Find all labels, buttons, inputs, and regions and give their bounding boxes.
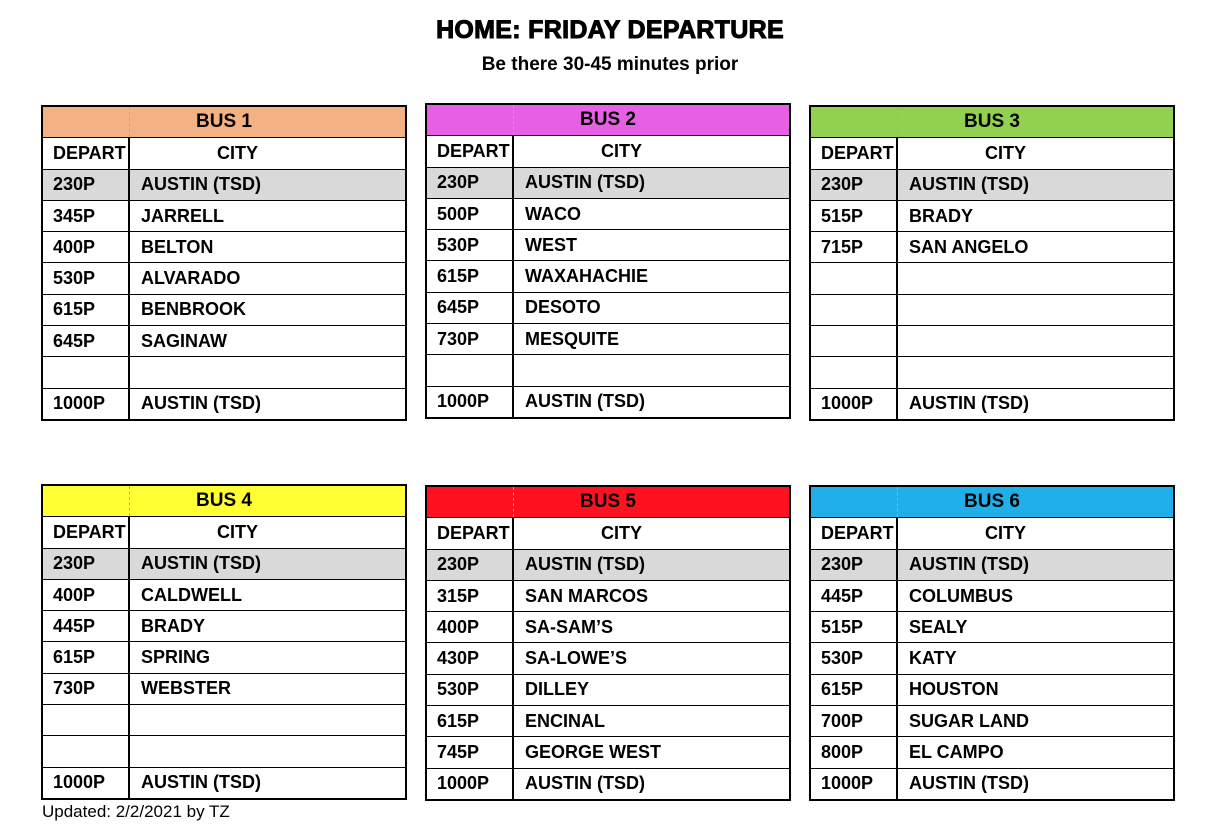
depart-time: 400P [43, 580, 130, 610]
depart-time: 345P [43, 201, 130, 231]
table-row [427, 323, 789, 354]
bus-3-table [809, 105, 1175, 421]
city [898, 326, 1173, 356]
depart-time [811, 263, 898, 293]
table-row [427, 642, 789, 673]
depart-time: 615P [427, 261, 514, 291]
table-row [811, 549, 1173, 580]
city: AUSTIN (TSD) [525, 391, 645, 412]
depart-header: DEPART [43, 138, 130, 168]
table-row [811, 231, 1173, 262]
depart-time: 230P [43, 170, 130, 200]
depart-time: 530P [43, 263, 130, 293]
depart-header: DEPART [427, 136, 514, 166]
table-row [427, 549, 789, 580]
city: WEST [525, 234, 577, 255]
depart-time: 530P [811, 643, 898, 673]
city: GEORGE WEST [525, 742, 662, 763]
table-row [43, 548, 405, 579]
city: AUSTIN (TSD) [141, 174, 261, 195]
bus-2-table [425, 103, 791, 419]
city: AUSTIN (TSD) [909, 393, 1029, 414]
city: COLUMBUS [909, 585, 1013, 606]
bus-name: BUS 1 [196, 111, 252, 133]
city: BELTON [141, 236, 214, 257]
depart-time: 700P [811, 706, 898, 736]
city [130, 736, 405, 766]
page-subtitle: Be there 30-45 minutes prior [481, 54, 739, 75]
table-row [427, 705, 789, 736]
depart-time: 515P [811, 612, 898, 642]
depart-time: 745P [427, 737, 514, 767]
column-header-row [811, 137, 1173, 168]
table-row [427, 768, 789, 799]
depart-time: 800P [811, 737, 898, 767]
city-header: CITY [600, 522, 642, 543]
city: SAN MARCOS [525, 585, 649, 606]
city [898, 295, 1173, 325]
bus-header [427, 105, 789, 135]
depart-time: 230P [427, 168, 514, 198]
depart-time [43, 705, 130, 735]
city: AUSTIN (TSD) [909, 174, 1029, 195]
depart-time: 445P [43, 611, 130, 641]
city: SUGAR LAND [909, 710, 1029, 731]
city: SA-LOWE’S [525, 648, 627, 669]
table-row [811, 705, 1173, 736]
table-row [43, 169, 405, 200]
column-header-row [811, 517, 1173, 548]
depart-time: 1000P [811, 389, 898, 419]
table-row [43, 325, 405, 356]
city: BRADY [141, 615, 206, 636]
table-row [811, 262, 1173, 293]
city: WACO [525, 203, 581, 224]
table-row [811, 356, 1173, 387]
table-row [43, 231, 405, 262]
depart-time: 230P [427, 550, 514, 580]
table-row [427, 167, 789, 198]
depart-time [43, 357, 130, 387]
city [130, 705, 405, 735]
city-header: CITY [984, 522, 1026, 543]
table-row [811, 169, 1173, 200]
city: SEALY [909, 616, 968, 637]
bus-header [427, 487, 789, 517]
depart-header: DEPART [811, 518, 898, 548]
city [898, 263, 1173, 293]
table-row [811, 674, 1173, 705]
table-row [43, 704, 405, 735]
city: SAGINAW [141, 330, 228, 351]
city: EL CAMPO [909, 742, 1004, 763]
city: BRADY [909, 205, 974, 226]
city-header: CITY [600, 140, 642, 161]
depart-time: 645P [43, 326, 130, 356]
bus-5-table [425, 485, 791, 801]
depart-time: 1000P [43, 389, 130, 419]
depart-time: 615P [427, 706, 514, 736]
depart-time: 530P [427, 230, 514, 260]
city-header: CITY [984, 142, 1026, 163]
table-row [811, 200, 1173, 231]
table-row [427, 611, 789, 642]
depart-time: 400P [43, 232, 130, 262]
city: ALVARADO [141, 268, 241, 289]
bus-1-table [41, 105, 407, 421]
table-row [43, 735, 405, 766]
depart-time [43, 736, 130, 766]
table-row [43, 356, 405, 387]
depart-time: 315P [427, 581, 514, 611]
depart-time: 430P [427, 643, 514, 673]
city: KATY [909, 648, 957, 669]
city: JARRELL [141, 205, 225, 226]
table-row [43, 262, 405, 293]
depart-time [811, 295, 898, 325]
column-header-row [427, 517, 789, 548]
depart-time: 400P [427, 612, 514, 642]
city-header: CITY [216, 142, 258, 163]
depart-time: 530P [427, 675, 514, 705]
city: AUSTIN (TSD) [141, 393, 261, 414]
bus-header [811, 107, 1173, 137]
city: HOUSTON [909, 679, 999, 700]
table-row [43, 641, 405, 672]
bus-name: BUS 6 [964, 491, 1020, 513]
bus-header [811, 487, 1173, 517]
table-row [427, 260, 789, 291]
city [130, 357, 405, 387]
table-row [811, 642, 1173, 673]
city: CALDWELL [141, 584, 242, 605]
bus-name: BUS 2 [580, 109, 636, 131]
depart-time: 615P [43, 642, 130, 672]
city: ENCINAL [525, 710, 605, 731]
table-row [811, 768, 1173, 799]
table-row [811, 736, 1173, 767]
depart-time: 1000P [427, 387, 514, 417]
city: MESQUITE [525, 328, 620, 349]
table-row [43, 579, 405, 610]
table-row [427, 580, 789, 611]
table-row [811, 611, 1173, 642]
table-row [427, 674, 789, 705]
depart-time: 645P [427, 293, 514, 323]
city: BENBROOK [141, 299, 247, 320]
table-row [427, 354, 789, 385]
depart-time: 715P [811, 232, 898, 262]
table-row [811, 580, 1173, 611]
table-row [43, 294, 405, 325]
city [898, 357, 1173, 387]
depart-time: 515P [811, 201, 898, 231]
column-header-row [427, 135, 789, 166]
page-title: HOME: FRIDAY DEPARTURE [436, 16, 784, 44]
table-row [427, 736, 789, 767]
depart-time: 230P [811, 170, 898, 200]
table-row [811, 294, 1173, 325]
table-row [811, 325, 1173, 356]
depart-time: 1000P [427, 769, 514, 799]
bus-name: BUS 5 [580, 491, 636, 513]
depart-header: DEPART [43, 517, 130, 547]
city: SA-SAM’S [525, 616, 614, 637]
depart-time: 615P [811, 675, 898, 705]
city [514, 355, 789, 385]
column-header-row [43, 137, 405, 168]
table-row [427, 229, 789, 260]
bus-header [43, 107, 405, 137]
depart-time: 615P [43, 295, 130, 325]
table-row [43, 200, 405, 231]
city: AUSTIN (TSD) [525, 554, 645, 575]
table-row [43, 673, 405, 704]
depart-time [427, 355, 514, 385]
depart-time: 500P [427, 199, 514, 229]
bus-4-table [41, 484, 407, 800]
depart-time [811, 357, 898, 387]
city-header: CITY [216, 521, 258, 542]
city: WAXAHACHIE [525, 266, 649, 287]
bus-6-table [809, 485, 1175, 801]
city: AUSTIN (TSD) [141, 553, 261, 574]
depart-time [811, 326, 898, 356]
depart-time: 1000P [811, 769, 898, 799]
table-row [43, 767, 405, 798]
bus-header [43, 486, 405, 516]
city: DESOTO [525, 297, 601, 318]
bus-name: BUS 4 [196, 490, 252, 512]
table-row [43, 610, 405, 641]
table-row [427, 198, 789, 229]
city: SPRING [141, 647, 211, 668]
city: AUSTIN (TSD) [909, 773, 1029, 794]
bus-name: BUS 3 [964, 111, 1020, 133]
city: AUSTIN (TSD) [525, 773, 645, 794]
depart-time: 230P [811, 550, 898, 580]
depart-time: 1000P [43, 768, 130, 798]
updated-note: Updated: 2/2/2021 by TZ [42, 802, 230, 821]
city: WEBSTER [141, 678, 231, 699]
depart-header: DEPART [811, 138, 898, 168]
column-header-row [43, 516, 405, 547]
depart-time: 445P [811, 581, 898, 611]
depart-time: 230P [43, 549, 130, 579]
table-row [43, 388, 405, 419]
city: SAN ANGELO [909, 236, 1029, 257]
city: AUSTIN (TSD) [525, 172, 645, 193]
table-row [427, 292, 789, 323]
city: DILLEY [525, 679, 590, 700]
city: AUSTIN (TSD) [909, 554, 1029, 575]
depart-time: 730P [43, 674, 130, 704]
table-row [427, 386, 789, 417]
depart-header: DEPART [427, 518, 514, 548]
depart-time: 730P [427, 324, 514, 354]
table-row [811, 388, 1173, 419]
city: AUSTIN (TSD) [141, 772, 261, 793]
